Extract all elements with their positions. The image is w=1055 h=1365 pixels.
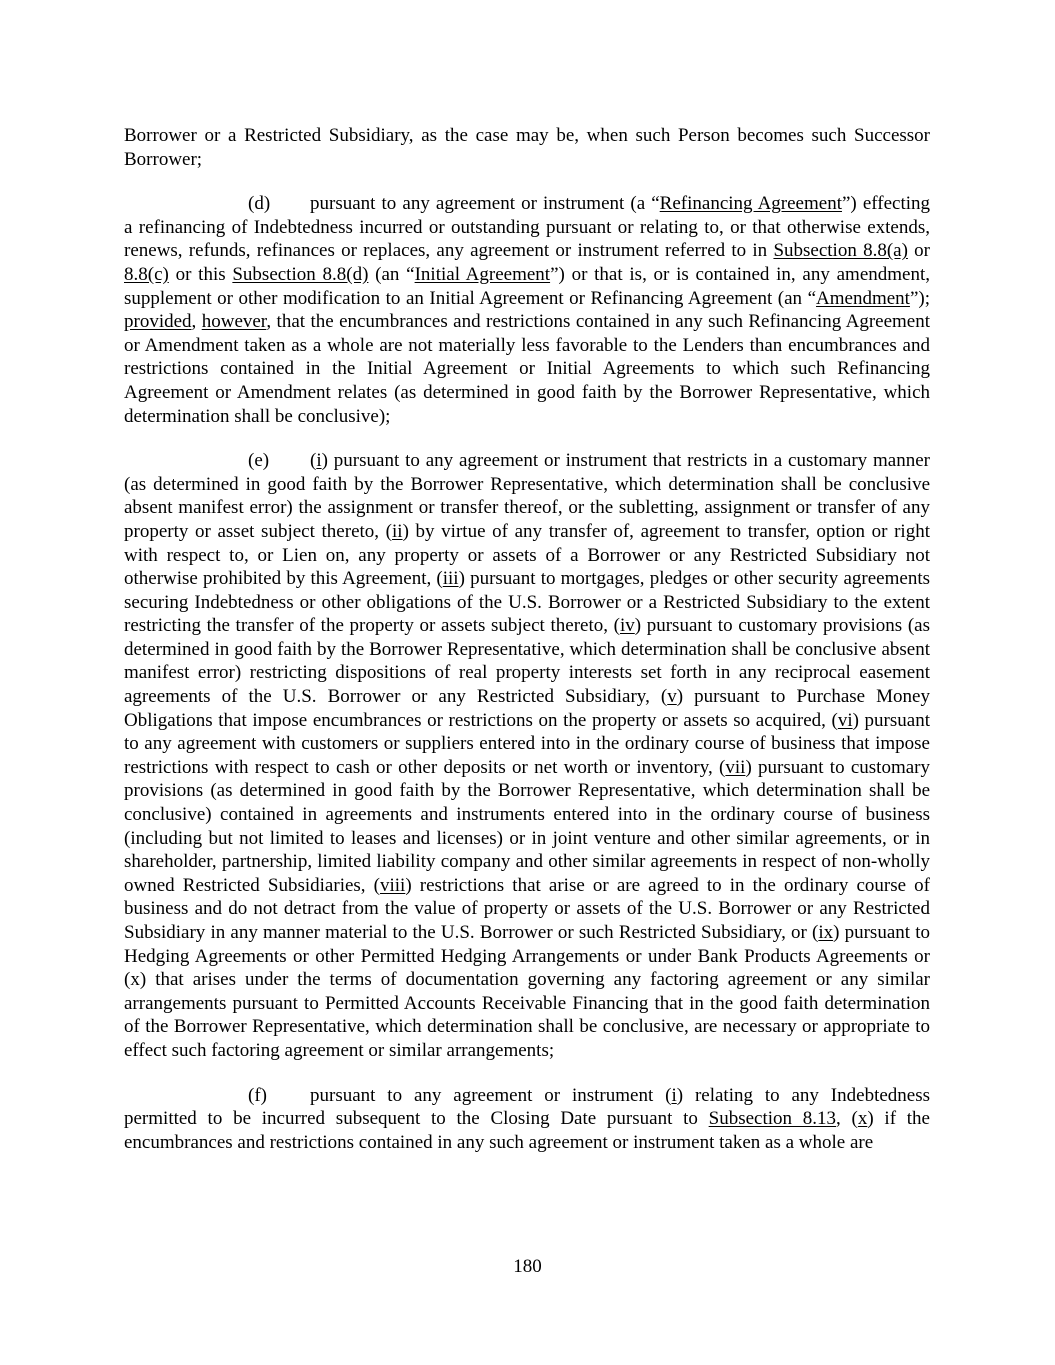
defined-term-reference: i: [671, 1084, 677, 1106]
defined-term-reference: iii: [442, 568, 459, 590]
paragraph-e: (e) (i) pursuant to any agreement or instrument that restricts in a customary manner (as determined in good faith by the Borrower Representative, which determination shall be conclusive absent manifest error) the assignment or transfer thereof, or the subletting, assignment or transfer of any property or asset subject thereto, (ii) by virtue of any transfer of, agreement to transfer, option or right with respect to, or Lien on, any property or assets of a Borrower or any Restricted Subsidiary not otherwise prohibited by this Agreement, (iii) pursuant to mortgages, pledges or other security agreements securing Indebtedness or other obligations of the U.S. Borrower or a Restricted Subsidiary to the extent restricting the transfer of the property or assets subject thereto, (iv) pursuant to customary provisions (as determined in good faith by the Borrower Representative, which determination shall be conclusive absent manifest error) restricting dispositions of real property interests set forth in any reciprocal easement agreements of the U.S. Borrower or any Restricted Subsidiary, (v) pursuant to Purchase Money Obligations that impose encumbrances or restrictions on the property or assets so acquired, (vi) pursuant to any agreement with customers or suppliers entered into in the ordinary course of business that impose restrictions with respect to cash or other deposits or net worth or inventory, (vii) pursuant to customary provisions (as determined in good faith by the Borrower Representative, which determination shall be conclusive) contained in agreements and instruments entered into in the ordinary course of business (including but not limited to leases and licenses) or in joint venture and other similar agreements, or in shareholder, partnership, limited liability company and other similar agreements in respect of non-wholly owned Restricted Subsidiaries, (viii) restrictions that arise or are agreed to in the ordinary course of business and do not detract from the value of property or assets of the U.S. Borrower or any Restricted Subsidiary in any manner material to the U.S. Borrower or such Restricted Subsidiary, or (ix) pursuant to Hedging Agreements or other Permitted Hedging Arrangements or under Bank Products Agreements or (x) that arises under the terms of documentation governing any factoring agreement or any similar arrangements pursuant to Permitted Accounts Receivable Financing that in the good faith determination of the Borrower Representative, which determination shall be conclusive, are necessary or appropriate to effect such factoring agreement or similar arrangements;: [124, 450, 931, 1061]
clause-label: (e): [248, 450, 270, 472]
defined-term-reference: vii: [725, 756, 746, 778]
paragraph-f: (f) pursuant to any agreement or instrument (i) relating to any Indebtedness permitted to be incurred subsequent to the Closing Date pursuant to Subsection 8.13, (x) if the encumbrances and restrictions contained in any such agreement or instrument taken as a whole are: [124, 1084, 931, 1153]
document-body: [124, 124, 930, 1154]
defined-term-reference: viii: [379, 874, 406, 896]
defined-term-reference: x: [857, 1108, 868, 1130]
defined-term-reference: Amendment: [816, 287, 910, 309]
defined-term-reference: v: [667, 686, 677, 708]
defined-term-reference: Subsection 8.8(a): [773, 240, 908, 262]
defined-term-reference: i: [316, 450, 322, 472]
defined-term-reference: iv: [619, 615, 635, 637]
defined-term-reference: ii: [392, 520, 403, 542]
defined-term-reference: however: [201, 311, 267, 333]
defined-term-reference: vi: [837, 709, 853, 731]
page-number: 180: [513, 1256, 542, 1277]
paragraph-continuation: Borrower or a Restricted Subsidiary, as the case may be, when such Person becomes such Successor Borrower;: [124, 125, 930, 170]
clause-label: (f): [248, 1084, 267, 1106]
defined-term-reference: Subsection 8.13: [708, 1108, 837, 1130]
clause-label: (d): [248, 193, 271, 215]
defined-term-reference: ix: [818, 922, 834, 943]
defined-term-reference: Initial Agreement: [414, 263, 551, 285]
defined-term-reference: provided: [124, 311, 192, 333]
defined-term-reference: Subsection 8.8(d): [232, 263, 369, 285]
defined-term-reference: Refinancing Agreement: [659, 193, 842, 215]
defined-term-reference: 8.8(c): [124, 263, 169, 285]
paragraph-d: (d) pursuant to any agreement or instrument (a “Refinancing Agreement”) effecting a refinancing of Indebtedness incurred or outstanding pursuant or relating to, or that otherwise extends, renews, refunds, refinances or replaces, any agreement or instrument referred to in Subsection 8.8(a) or 8.8(c) or this Subsection 8.8(d) (an “Initial Agreement”) or that is, or is contained in, any amendment, supplement or other modification to an Initial Agreement or Refinancing Agreement (an “Amendment”); provided, however, that the encumbrances and restrictions contained in any such Refinancing Agreement or Amendment taken as a whole are not materially less favorable to the Lenders than encumbrances and restrictions contained in the Initial Agreement or Initial Agreements to which such Refinancing Agreement or Amendment relates (as determined in good faith by the Borrower Representative, which determination shall be conclusive);: [124, 193, 931, 427]
